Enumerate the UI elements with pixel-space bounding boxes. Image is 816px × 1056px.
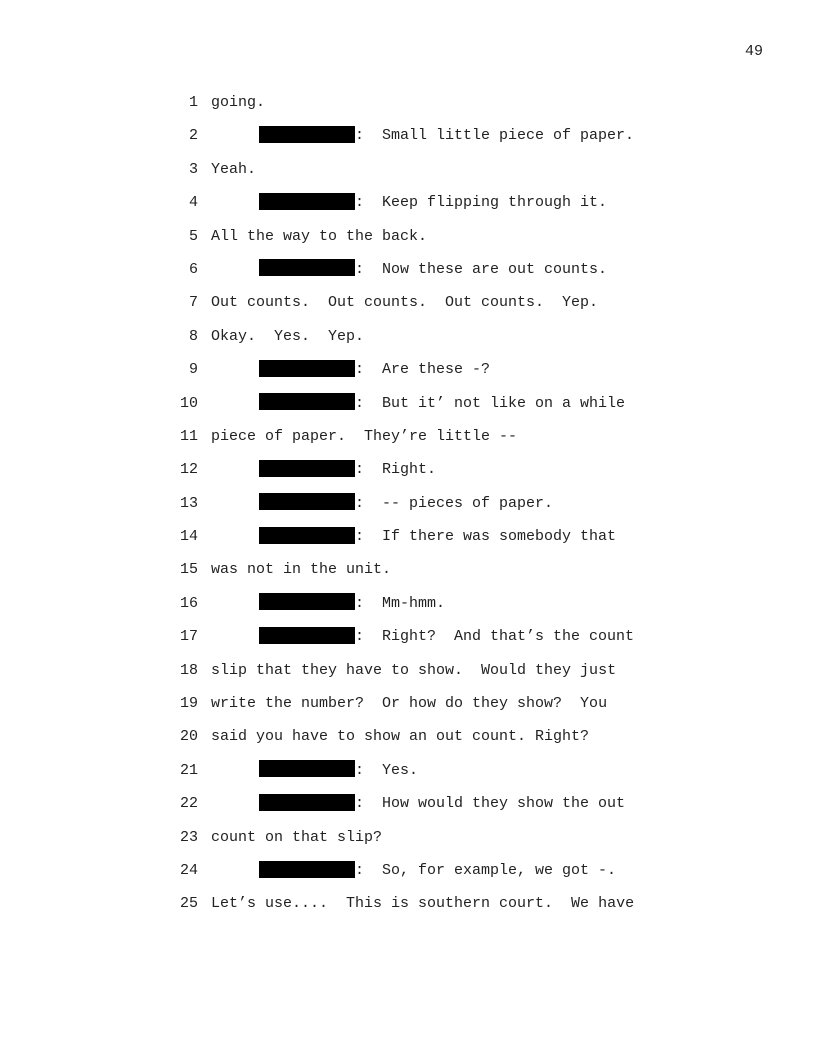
line-text xyxy=(211,553,391,586)
line-number: 15 xyxy=(179,561,198,579)
redacted-speaker-name xyxy=(259,527,355,544)
line-text xyxy=(211,687,607,720)
redacted-speaker-name xyxy=(259,627,355,644)
line-number: 17 xyxy=(179,628,198,646)
line-number: 21 xyxy=(179,761,198,779)
redacted-speaker-name xyxy=(259,126,355,143)
redacted-speaker-name xyxy=(259,193,355,210)
speaker-line-text xyxy=(259,353,490,386)
line-number: 24 xyxy=(179,861,198,879)
transcript-line xyxy=(0,654,816,687)
speaker-line-text xyxy=(259,787,625,820)
line-text xyxy=(211,821,382,854)
speaker-line-text xyxy=(259,186,607,219)
line-text xyxy=(211,153,256,186)
line-content: : Are these -? xyxy=(355,361,491,379)
line-content: : Right. xyxy=(355,461,437,479)
transcript-line xyxy=(0,353,816,386)
line-number: 5 xyxy=(188,227,198,245)
line-content: going. xyxy=(211,94,266,111)
line-number: 2 xyxy=(188,127,198,145)
line-text xyxy=(211,320,364,353)
redacted-speaker-name xyxy=(259,593,355,610)
line-content: Let’s use.... This is southern court. We have xyxy=(211,895,635,913)
speaker-line-text xyxy=(259,854,616,887)
transcript-line xyxy=(0,587,816,620)
line-text xyxy=(211,220,427,253)
speaker-line-text xyxy=(259,754,418,787)
page-number: 49 xyxy=(744,43,763,60)
line-content: : Right? And that’s the count xyxy=(355,628,635,646)
redacted-speaker-name xyxy=(259,393,355,410)
line-text xyxy=(211,86,265,119)
line-content: said you have to show an out count. Right? xyxy=(211,728,590,746)
line-number: 7 xyxy=(188,294,198,312)
transcript-line xyxy=(0,86,816,119)
transcript-line xyxy=(0,119,816,152)
line-content: slip that they have to show. Would they just xyxy=(211,661,617,679)
line-number: 16 xyxy=(179,594,198,612)
line-number: 10 xyxy=(179,394,198,412)
line-content: All the way to the back. xyxy=(211,227,428,245)
speaker-line-text xyxy=(259,253,607,286)
line-number: 14 xyxy=(179,528,198,546)
transcript-line xyxy=(0,687,816,720)
line-content: : But it’ not like on a while xyxy=(355,394,626,412)
line-number: 3 xyxy=(188,160,198,178)
line-number: 25 xyxy=(179,895,198,913)
transcript-line xyxy=(0,854,816,887)
line-number: 13 xyxy=(179,494,198,512)
redacted-speaker-name xyxy=(259,360,355,377)
speaker-line-text xyxy=(259,520,616,553)
transcript-line xyxy=(0,453,816,486)
transcript-body xyxy=(0,86,816,921)
line-content: count on that slip? xyxy=(211,828,383,846)
line-text xyxy=(211,720,589,753)
transcript-line xyxy=(0,220,816,253)
line-text xyxy=(211,654,616,687)
line-number: 19 xyxy=(179,695,198,713)
redacted-speaker-name xyxy=(259,861,355,878)
line-content: : So, for example, we got -. xyxy=(355,861,617,879)
line-content: : Small little piece of paper. xyxy=(355,127,635,145)
transcript-line xyxy=(0,253,816,286)
line-number: 20 xyxy=(179,728,198,746)
transcript-line xyxy=(0,320,816,353)
line-number: 18 xyxy=(179,661,198,679)
redacted-speaker-name xyxy=(259,760,355,777)
line-content: : Mm-hmm. xyxy=(355,594,446,612)
line-content: was not in the unit. xyxy=(211,561,392,579)
transcript-line xyxy=(0,387,816,420)
line-content: write the number? Or how do they show? You xyxy=(211,695,608,713)
redacted-speaker-name xyxy=(259,493,355,510)
transcript-line xyxy=(0,887,816,920)
line-number: 11 xyxy=(179,427,198,445)
transcript-line xyxy=(0,553,816,586)
transcript-line xyxy=(0,821,816,854)
speaker-line-text xyxy=(259,387,625,420)
transcript-line xyxy=(0,787,816,820)
line-content: : If there was somebody that xyxy=(355,528,617,546)
line-content: : Yes. xyxy=(355,761,419,779)
line-number: 12 xyxy=(179,461,198,479)
transcript-line xyxy=(0,153,816,186)
line-number: 4 xyxy=(188,194,198,212)
speaker-line-text xyxy=(259,587,445,620)
transcript-line xyxy=(0,754,816,787)
line-number: 22 xyxy=(179,795,198,813)
line-content: : How would they show the out xyxy=(355,795,626,813)
transcript-line xyxy=(0,186,816,219)
line-content: Out counts. Out counts. Out counts. Yep. xyxy=(211,294,599,312)
line-text xyxy=(211,887,634,920)
line-number: 6 xyxy=(188,260,198,278)
line-content: : Now these are out counts. xyxy=(355,260,608,278)
line-content: Yeah. xyxy=(211,160,257,178)
redacted-speaker-name xyxy=(259,460,355,477)
speaker-line-text xyxy=(259,453,436,486)
transcript-line xyxy=(0,620,816,653)
line-text xyxy=(211,420,517,453)
line-text xyxy=(211,286,598,319)
transcript-line xyxy=(0,720,816,753)
line-number: 1 xyxy=(188,94,198,111)
redacted-speaker-name xyxy=(259,794,355,811)
line-number: 9 xyxy=(188,361,198,379)
line-content: : Keep flipping through it. xyxy=(355,194,608,212)
line-number: 8 xyxy=(188,327,198,345)
transcript-line xyxy=(0,420,816,453)
speaker-line-text xyxy=(259,487,553,520)
line-number: 23 xyxy=(179,828,198,846)
line-content: Okay. Yes. Yep. xyxy=(211,327,365,345)
line-content: : -- pieces of paper. xyxy=(355,494,554,512)
transcript-line xyxy=(0,487,816,520)
speaker-line-text xyxy=(259,119,634,152)
line-content: piece of paper. They’re little -- xyxy=(211,427,518,445)
transcript-line xyxy=(0,520,816,553)
transcript-line xyxy=(0,286,816,319)
redacted-speaker-name xyxy=(259,259,355,276)
speaker-line-text xyxy=(259,620,634,653)
